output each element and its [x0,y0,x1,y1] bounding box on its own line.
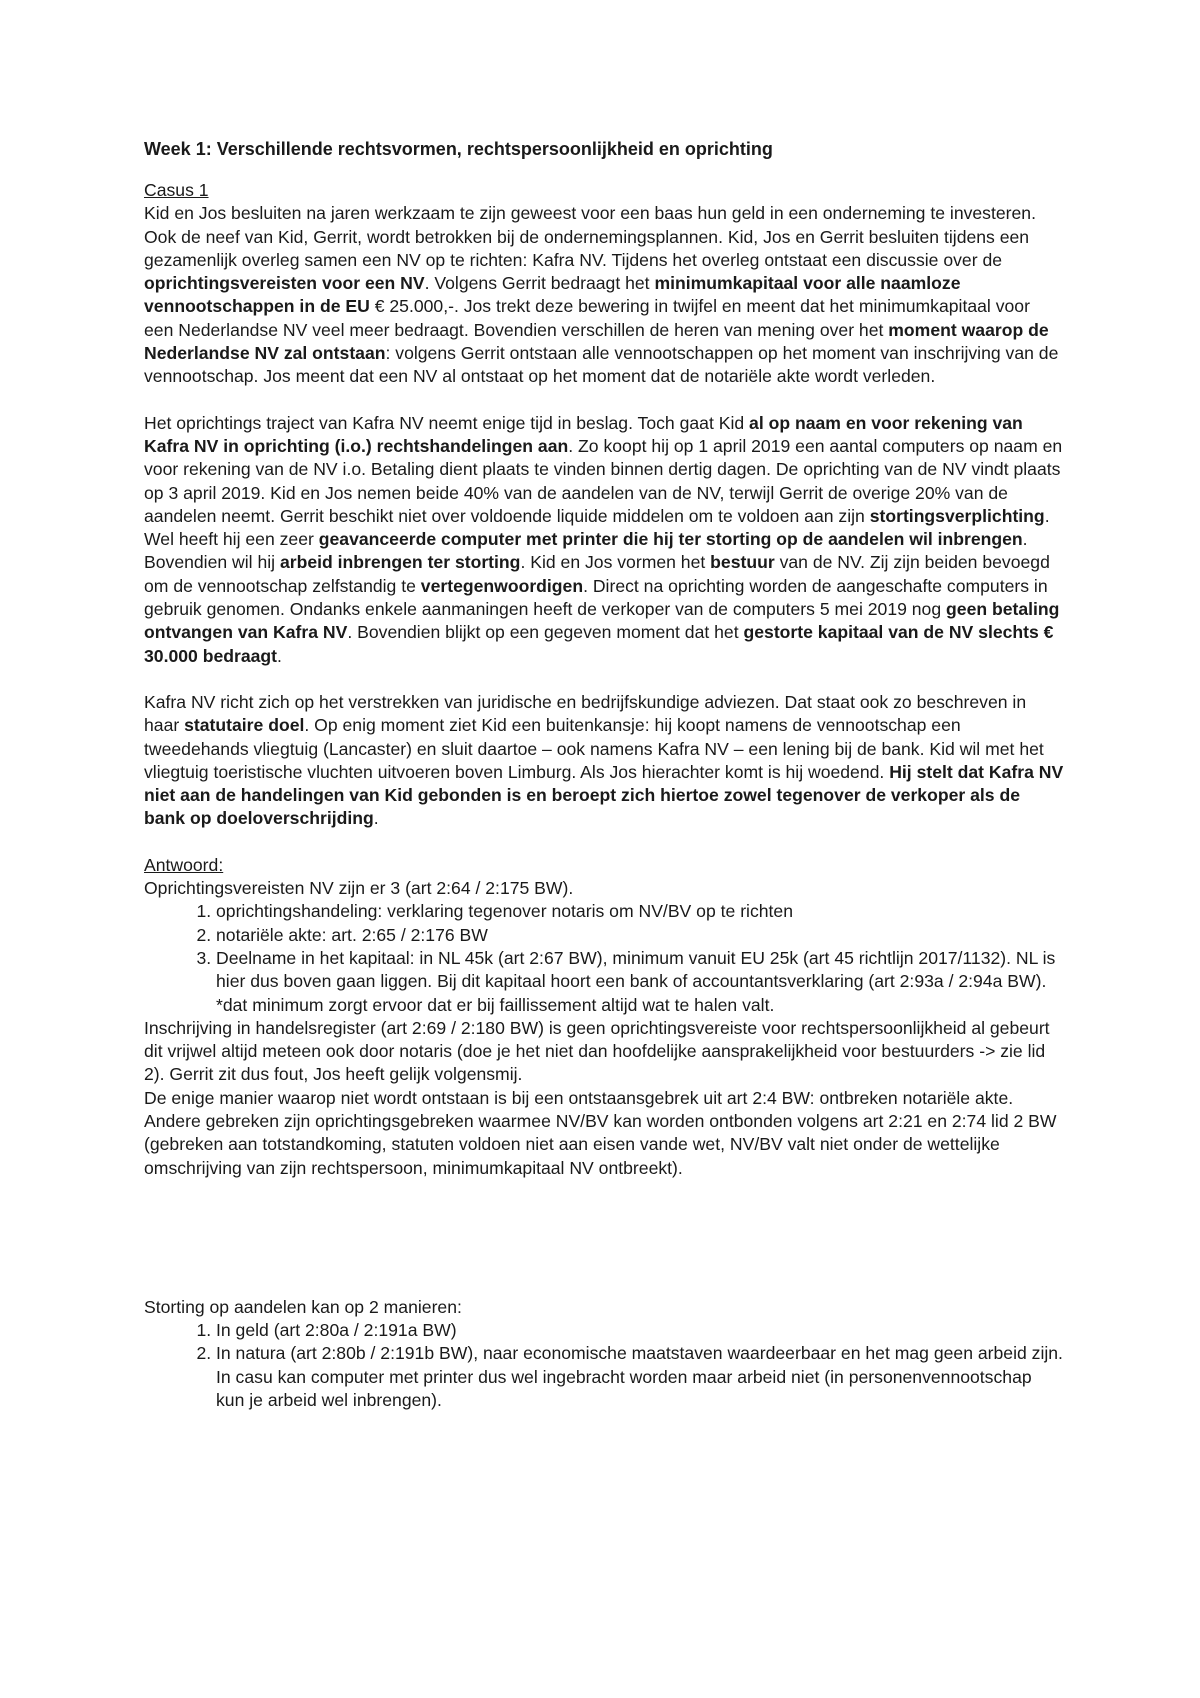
bold-phrase: vertegenwoordigen [420,575,584,596]
list-item: 3. Deelname in het kapitaal: in NL 45k (art 2:67 BW), minimum vanuit EU 25k (art 45 richtlijn 2017/1132). NL is hier dus boven gaan liggen. Bij dit kapitaal hoort een bank of accountantsverklaring (art 2:93a / 2:94a BW). [216,947,1064,994]
storting-list [144,1319,1064,1412]
text-run: . Wel heeft hij een zeer [144,505,1050,550]
text-run: : volgens Gerrit ontstaan alle vennootschappen op het moment van inschrijving van de vennootschap. Jos meent dat een NV al ontstaat op het moment dat de notariële akte wordt verleden. [144,343,1059,387]
storting-intro: Storting op aandelen kan op 2 manieren: [144,1296,462,1317]
text-run: van de NV. Zij zijn beiden bevoegd om de vennootschap zelfstandig te [144,552,1050,596]
bold-phrase: moment waarop de Nederlandse NV zal ontstaan [144,319,1049,364]
bold-phrase: gestorte kapitaal van de NV slechts € 30.000 bedraagt [144,622,1054,666]
text-run: € 25.000,-. Jos trekt deze bewering in twijfel en meent dat het minimumkapitaal voor een Nederlandse NV veel meer bedraagt. Bovendien verschillen de heren van mening over het [144,296,1030,340]
bold-phrase: geen betaling ontvangen van Kafra NV [144,599,1060,643]
spacer [144,1180,1064,1296]
bold-phrase: bestuur [710,552,775,573]
answer-heading: Antwoord: [144,854,224,875]
list-item: 1. oprichtingshandeling: verklaring tegenover notaris om NV/BV op te richten [216,900,1064,923]
text-run: . [373,808,379,829]
answer-intro: Oprichtingsvereisten NV zijn er 3 (art 2:64 / 2:175 BW). [144,878,574,899]
casus-paragraph-2 [144,412,1064,668]
text-run: . Op enig moment ziet Kid een buitenkansje: hij koopt namens de vennootschap een tweedehands vliegtuig (Lancaster) en sluit daartoe – ook namens Kafra NV – een lening bij de bank. Kid wil met het vliegtuig toeristische vluchten uitvoeren boven Limburg. Als Jos hierachter komt is hij woedend. [144,715,1044,782]
casus-paragraph-3 [144,691,1064,831]
text-run: Het oprichtings traject van Kafra NV neemt enige tijd in beslag. Toch gaat Kid [144,412,750,433]
list-item: 1. In geld (art 2:80a / 2:191a BW) [216,1319,1064,1342]
bold-phrase: statutaire doel [184,715,305,736]
bold-phrase: minimumkapitaal voor alle naamloze vennootschappen in de EU [144,273,961,317]
text-run: . Direct na oprichting worden de aangeschafte computers in gebruik genomen. Ondanks enkele aanmaningen heeft de verkoper van de computers 5 mei 2019 nog [144,575,1048,620]
text-run: . Kid en Jos vormen het [520,552,711,573]
list-item: 2. In natura (art 2:80b / 2:191b BW), naar economische maatstaven waardeerbaar en het mag geen arbeid zijn. In casu kan computer met printer dus wel ingebracht worden maar arbeid niet (in personenvennootschap kun je arbeid wel inbrengen). [216,1342,1064,1412]
bold-phrase: oprichtingsvereisten voor een NV [144,273,425,294]
text-run: . [277,645,282,666]
casus-paragraph-1 [144,202,1064,388]
document-page [144,138,1064,1412]
inschrijving-paragraph: Inschrijving in handelsregister (art 2:69 / 2:180 BW) is geen oprichtingsvereiste voor rechtspersoonlijkheid al gebeurt dit vrijwel altijd meteen ook door notaris (doe je het niet dan hoofdelijke aansprakelijkheid voor bestuurders -> zie lid 2). Gerrit zit dus fout, Jos heeft gelijk volgensmij. [144,1017,1050,1085]
text-run: Kafra NV richt zich op het verstrekken van juridische en bedrijfskundige adviezen. Dat staat ook zo beschreven in haar [144,691,1027,736]
document-title: Week 1: Verschillende rechtsvormen, rechtspersoonlijkheid en oprichting [144,139,773,159]
text-run: . Volgens Gerrit bedraagt het [424,273,655,294]
text-run: . Zo koopt hij op 1 april 2019 een aantal computers op naam en voor rekening van de NV i.o. Betaling dient plaats te vinden binnen dertig dagen. De oprichting van de NV vindt plaats op 3 april 2019. Kid en Jos nemen beide 40% van de aandelen van de NV, terwijl Gerrit de overige 20% van de aandelen neemt. Gerrit beschikt niet over voldoende liquide middelen om te voldoen aan zijn [144,435,1063,526]
text-run: Kid en Jos besluiten na jaren werkzaam te zijn geweest voor een baas hun geld in een onderneming te investeren. Ook de neef van Kid, Gerrit, wordt betrokken bij de ondernemingsplannen. Kid, Jos en Gerrit besluiten tijdens een gezamenlijk overleg samen een NV op te richten: Kafra NV. Tijdens het overleg ontstaat een discussie over de [144,203,1036,270]
bold-phrase: geavanceerde computer met printer die hij ter storting op de aandelen wil inbrengen [318,529,1023,550]
list-item: 2. notariële akte: art. 2:65 / 2:176 BW [216,924,1064,947]
bold-phrase: arbeid inbrengen ter storting [279,552,521,573]
minimum-note: *dat minimum zorgt ervoor dat er bij faillissement altijd wat te halen valt. [216,994,775,1015]
text-run: . Bovendien blijkt op een gegeven moment dat het [347,622,744,643]
requirements-list [144,900,1064,993]
bold-phrase: stortingsverplichting [869,505,1045,526]
bold-phrase: Hij stelt dat Kafra NV niet aan de handelingen van Kid gebonden is en beroept zich hiertoe zowel tegenover de verkoper als de bank op doeloverschrijding [144,761,1064,829]
casus-heading: Casus 1 [144,180,209,200]
ontstaan-paragraph: De enige manier waarop niet wordt ontstaan is bij een ontstaansgebrek uit art 2:4 BW: ontbreken notariële akte. Andere gebreken zijn oprichtingsgebreken waarmee NV/BV kan worden ontbonden volgens art 2:21 en 2:74 lid 2 BW (gebreken aan totstandkoming, statuten voldoen niet aan eisen vande wet, NV/BV valt niet onder de wettelijke omschrijving van zijn rechtspersoon, minimumkapitaal NV ontbreekt). [144,1087,1057,1178]
bold-phrase: al op naam en voor rekening van Kafra NV in oprichting (i.o.) rechtshandelingen aan [144,412,1023,456]
text-run: . Bovendien wil hij [144,529,1028,573]
